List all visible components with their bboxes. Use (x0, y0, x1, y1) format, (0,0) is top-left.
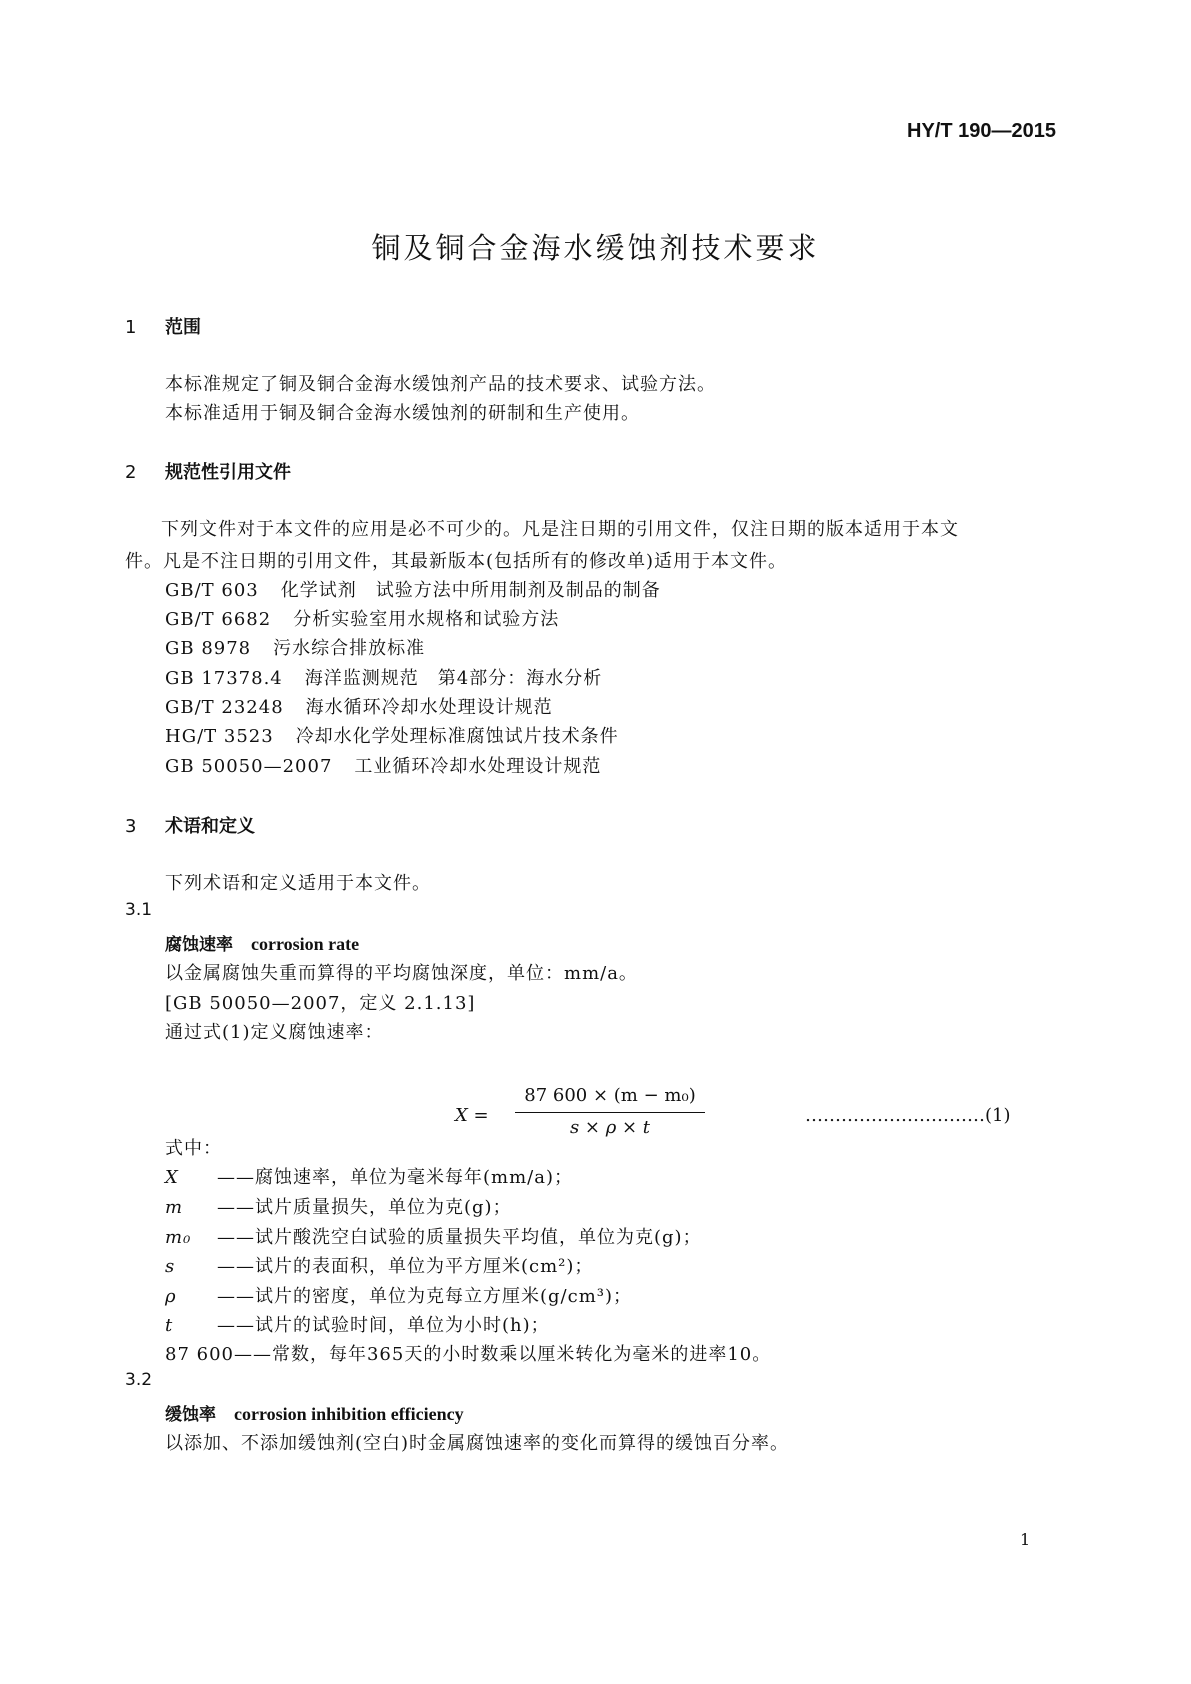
term-english: corrosion rate (251, 934, 360, 954)
variable-description: ——试片的表面积，单位为平方厘米(cm²)； (217, 1256, 594, 1277)
section-number: 3 (125, 816, 137, 837)
variable-symbol: m (165, 1197, 184, 1218)
variable-description: ——试片的试验时间，单位为小时(h)； (217, 1315, 550, 1336)
variable-symbol: t (165, 1315, 174, 1336)
variable-description: ——常数，每年365天的小时数乘以厘米转化为毫米的进率10。 (233, 1344, 772, 1365)
term-definition: 以金属腐蚀失重而算得的平均腐蚀深度，单位：mm/a。 (165, 963, 638, 984)
section-2-heading (125, 458, 291, 484)
reference-title: 海水循环冷却水处理设计规范 (305, 697, 553, 718)
paragraph: 本标准规定了铜及铜合金海水缓蚀剂产品的技术要求、试验方法。 (165, 374, 716, 395)
reference-item (165, 752, 601, 778)
standard-code: HY/T 190—2015 (907, 120, 1056, 142)
formula-denominator: s × ρ × t (569, 1117, 651, 1138)
variable-symbol: s (165, 1256, 176, 1277)
section-title: 术语和定义 (165, 816, 255, 837)
reference-code: GB/T 603 (165, 580, 259, 601)
variable-row (165, 1223, 702, 1249)
reference-item (165, 605, 559, 631)
reference-code: GB 8978 (165, 638, 252, 659)
variable-description: ——腐蚀速率，单位为毫米每年(mm/a)； (217, 1167, 573, 1188)
reference-title: 分析实验室用水规格和试验方法 (293, 609, 560, 630)
variable-row (165, 1340, 771, 1366)
fraction-bar (515, 1112, 705, 1113)
variable-row (165, 1252, 593, 1278)
reference-title: 工业循环冷却水处理设计规范 (354, 756, 602, 777)
reference-item (165, 664, 602, 690)
variable-symbol: m₀ (165, 1227, 192, 1248)
term-english: corrosion inhibition efficiency (234, 1404, 464, 1424)
equation-number: …………………………(1) (805, 1105, 1011, 1126)
reference-item (165, 634, 425, 660)
clause-number: 3.1 (125, 900, 153, 920)
reference-title: 冷却水化学处理标准腐蚀试片技术条件 (295, 726, 619, 747)
reference-code: GB/T 6682 (165, 609, 272, 630)
where-label: 式中： (165, 1138, 222, 1159)
page-number: 1 (1020, 1530, 1031, 1549)
section-number: 2 (125, 462, 137, 483)
variable-row (165, 1311, 550, 1337)
reference-item (165, 576, 661, 602)
variable-row (165, 1193, 512, 1219)
reference-title: 化学试剂 试验方法中所用制剂及制品的制备 (280, 580, 661, 601)
reference-code: GB 50050—2007 (165, 756, 333, 777)
section-1-heading (125, 313, 201, 339)
paragraph: 本标准适用于铜及铜合金海水缓蚀剂的研制和生产使用。 (165, 403, 640, 424)
term-heading (165, 1400, 464, 1425)
variable-description: ——试片酸洗空白试验的质量损失平均值，单位为克(g)； (217, 1227, 702, 1248)
section-3-heading (125, 812, 255, 838)
term-source: [GB 50050—2007，定义 2.1.13] (165, 993, 476, 1014)
term-definition: 以添加、不添加缓蚀剂(空白)时金属腐蚀速率的变化而算得的缓蚀百分率。 (165, 1433, 790, 1454)
formula-intro: 通过式(1)定义腐蚀速率： (165, 1022, 384, 1043)
section-number: 1 (125, 317, 137, 338)
variable-description: ——试片质量损失，单位为克(g)； (217, 1197, 512, 1218)
clause-number: 3.2 (125, 1370, 153, 1390)
reference-code: HG/T 3523 (165, 726, 274, 747)
variable-row (165, 1163, 573, 1189)
section-title: 范围 (165, 317, 201, 338)
variable-symbol: X (165, 1167, 179, 1188)
variable-description: ——试片的密度，单位为克每立方厘米(g/cm³)； (217, 1286, 632, 1307)
term-chinese: 缓蚀率 (165, 1405, 216, 1425)
variable-symbol: 87 600 (165, 1344, 234, 1365)
term-chinese: 腐蚀速率 (165, 935, 233, 955)
paragraph: 下列术语和定义适用于本文件。 (165, 873, 431, 894)
reference-code: GB/T 23248 (165, 697, 284, 718)
reference-item (165, 722, 619, 748)
variable-row (165, 1282, 632, 1308)
reference-code: GB 17378.4 (165, 668, 283, 689)
term-heading (165, 930, 359, 955)
section-title: 规范性引用文件 (165, 462, 291, 483)
formula-numerator: 87 600 × (m − m₀) (524, 1085, 696, 1106)
paragraph: 下列文件对于本文件的应用是必不可少的。凡是注日期的引用文件，仅注日期的版本适用于本文件。凡是不注日期的引用文件，其最新版本(包括所有的修改单)适用于本文件。 (125, 519, 959, 572)
document-title: 铜及铜合金海水缓蚀剂技术要求 (371, 231, 820, 265)
formula-lhs: X = (455, 1105, 489, 1126)
variable-symbol: ρ (165, 1286, 177, 1307)
reference-item (165, 693, 553, 719)
reference-title: 海洋监测规范 第4部分：海水分析 (304, 668, 603, 689)
reference-title: 污水综合排放标准 (273, 638, 426, 659)
